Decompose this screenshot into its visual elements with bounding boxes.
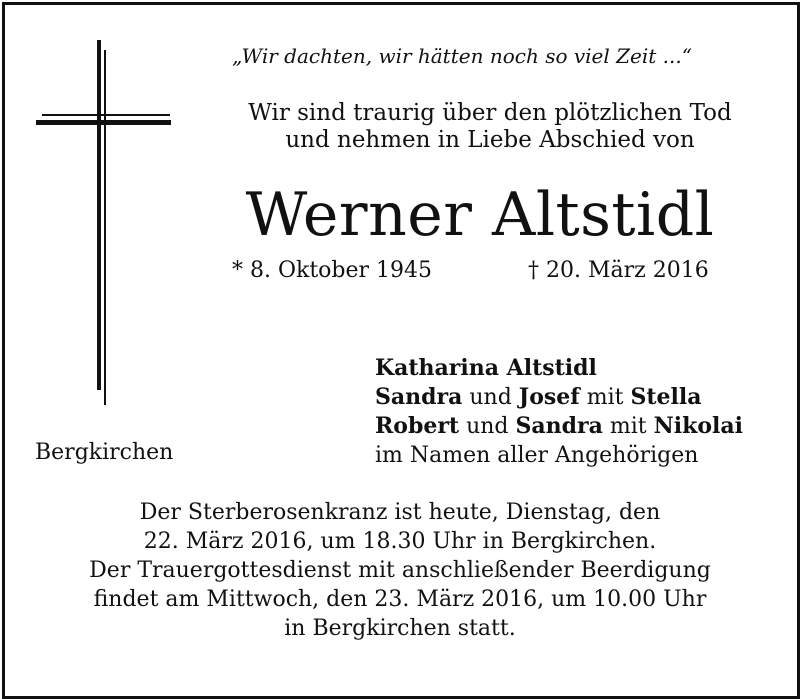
notice-line: in Bergkirchen statt. <box>284 616 516 641</box>
mourner-line <box>375 383 743 412</box>
notice-line: 22. März 2016, um 18.30 Uhr in Bergkirchen. <box>143 529 657 554</box>
mourner-name: Sandra <box>375 384 463 410</box>
mourner-name: Sandra <box>515 413 603 439</box>
cross-beam-thin <box>42 114 170 116</box>
mourner-line <box>375 354 743 383</box>
intro-line: Wir sind traurig über den plötzlichen Tod <box>248 100 732 126</box>
connector-text: und <box>462 385 519 410</box>
mourner-name: Josef <box>518 384 580 410</box>
intro-text <box>195 100 785 154</box>
notice-line: Der Trauergottesdienst mit anschließender Beerdigung <box>89 558 711 583</box>
birth-date: * 8. Oktober 1945 <box>232 258 433 283</box>
service-notice <box>30 498 770 643</box>
cross-post <box>97 40 101 390</box>
mourner-line <box>375 412 743 441</box>
connector-text: mit <box>579 385 631 410</box>
mourners-list <box>375 354 743 470</box>
cross-post-thin <box>104 50 106 405</box>
mourner-name: Stella <box>630 384 702 410</box>
deceased-name: Werner Altstidl <box>245 180 715 250</box>
quote: „Wir dachten, wir hätten noch so viel Zeit ...“ <box>232 44 692 68</box>
death-date: † 20. März 2016 <box>528 258 709 283</box>
notice-line: findet am Mittwoch, den 23. März 2016, um 10.00 Uhr <box>93 587 707 612</box>
connector-text: und <box>459 414 516 439</box>
connector-text: mit <box>602 414 654 439</box>
intro-line: und nehmen in Liebe Abschied von <box>285 127 695 153</box>
mourner-name: Nikolai <box>653 413 743 439</box>
mourner-line: im Namen aller Angehörigen <box>375 443 699 468</box>
notice-line: Der Sterberosenkranz ist heute, Dienstag, den <box>139 500 661 525</box>
mourner-name: Katharina Altstidl <box>375 355 597 381</box>
mourner-name: Robert <box>375 413 460 439</box>
place-name: Bergkirchen <box>35 440 174 465</box>
